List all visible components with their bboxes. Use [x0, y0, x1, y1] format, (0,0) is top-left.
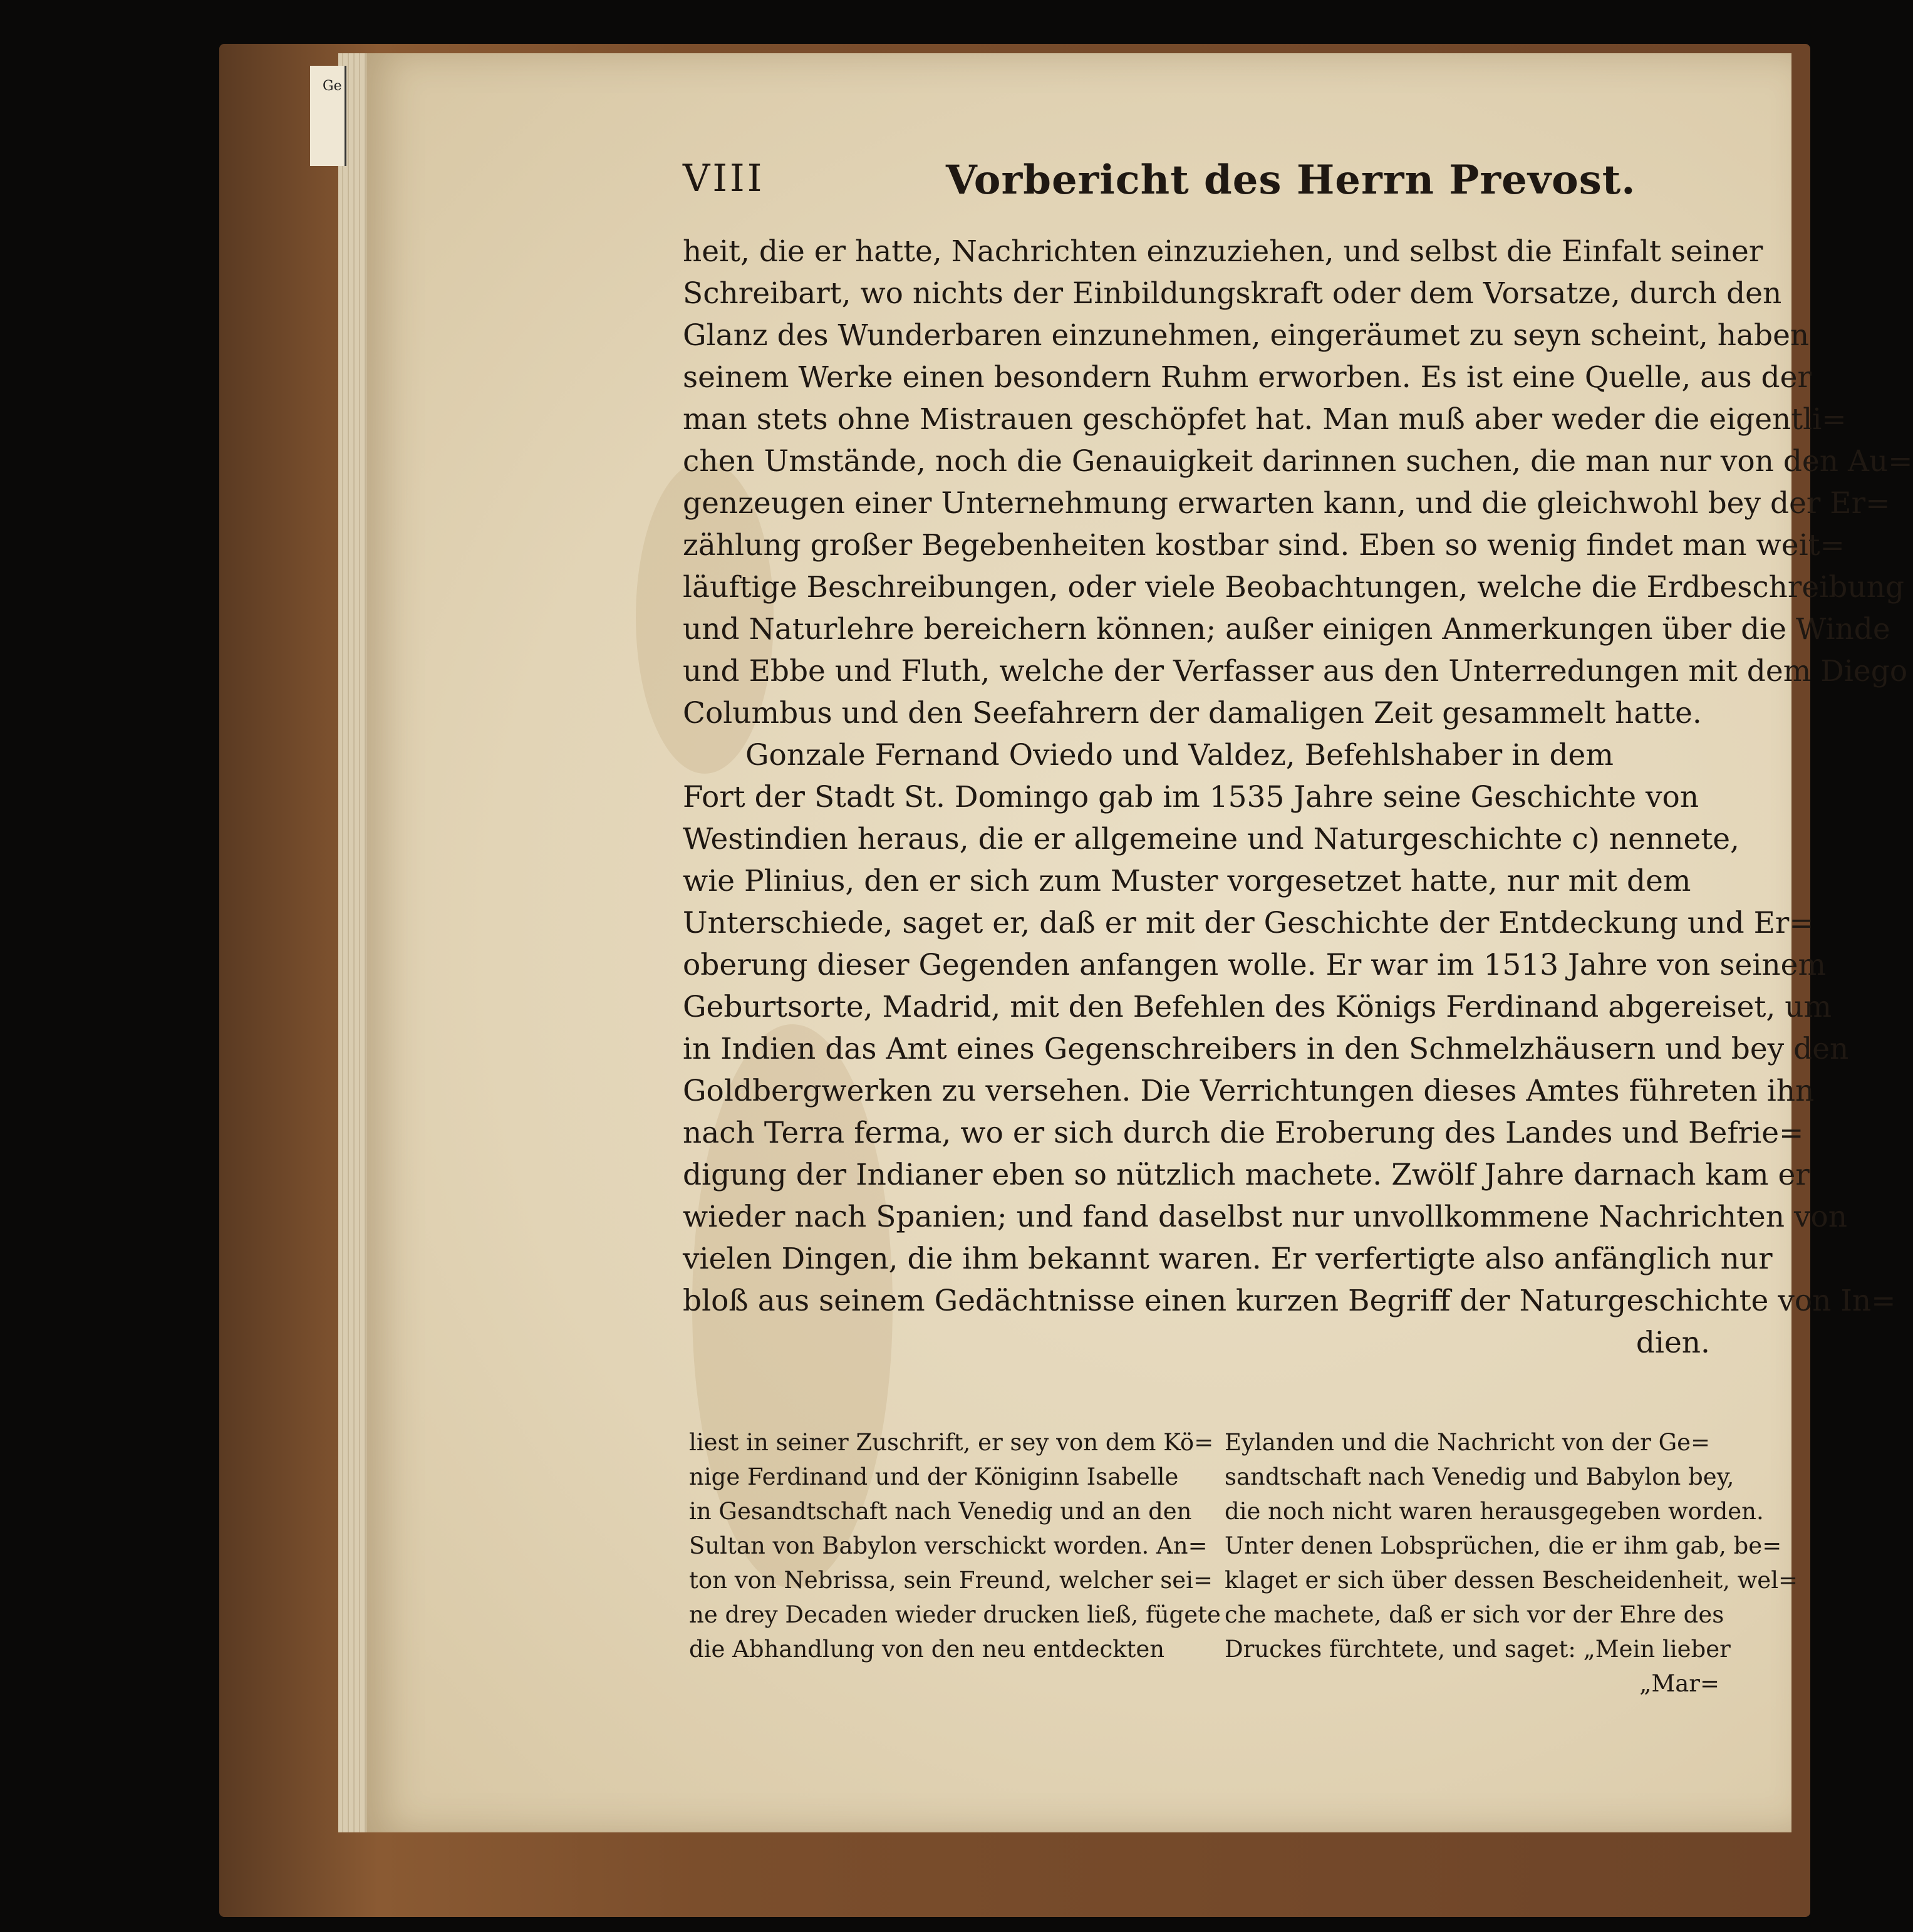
footnote-line: ton von Nebrissa, sein Freund, welcher sei= — [689, 1567, 1213, 1594]
catchword-line: dien. — [1636, 1326, 1710, 1360]
text-line: nach Terra ferma, wo er sich durch die Eroberung des Landes und Befrie= — [683, 1116, 1804, 1150]
footnote-line: Druckes fürchtete, und saget: „Mein lieber — [1225, 1636, 1731, 1663]
text-line: Goldbergwerken zu versehen. Die Verrichtungen dieses Amtes führeten ihn — [683, 1074, 1815, 1108]
running-title: Vorbericht des Herrn Prevost. — [946, 157, 1636, 204]
text-line: wie Plinius, den er sich zum Muster vorgesetzet hatte, nur mit dem — [683, 864, 1691, 898]
text-line: genzeugen einer Unternehmung erwarten kann, und die gleichwohl bey der Er= — [683, 486, 1890, 521]
text-line: chen Umstände, noch die Genauigkeit darinnen suchen, die man nur von den Au= — [683, 444, 1913, 479]
text-line: Schreibart, wo nichts der Einbildungskraft oder dem Vorsatze, durch den — [683, 276, 1782, 311]
text-line: digung der Indianer eben so nützlich machete. Zwölf Jahre darnach kam er — [683, 1158, 1810, 1192]
text-line: Westindien heraus, die er allgemeine und Naturgeschichte c) nennete, — [683, 822, 1739, 856]
footnote-line: Sultan von Babylon verschickt worden. An= — [689, 1532, 1208, 1559]
bookmark-tab-label: Ge — [323, 78, 342, 94]
text-line: Fort der Stadt St. Domingo gab im 1535 Jahre seine Geschichte von — [683, 780, 1699, 814]
catchword-line: „Mar= — [1639, 1670, 1719, 1697]
text-line: wieder nach Spanien; und fand daselbst nur unvollkommene Nachrichten von — [683, 1200, 1848, 1234]
paragraph-start-line: Gonzale Fernand Oviedo und Valdez, Befehlshaber in dem — [745, 738, 1614, 772]
text-line: Geburtsorte, Madrid, mit den Befehlen des Königs Ferdinand abgereiset, um — [683, 990, 1832, 1024]
text-line: bloß aus seinem Gedächtnisse einen kurzen Begriff der Naturgeschichte von In= — [683, 1284, 1896, 1318]
footnote-line: klaget er sich über dessen Bescheidenheit, wel= — [1225, 1567, 1798, 1594]
footnote-line: Unter denen Lobsprüchen, die er ihm gab, be= — [1225, 1532, 1782, 1559]
page-number: VIII — [683, 157, 765, 200]
text-line: seinem Werke einen besondern Ruhm erworben. Es ist eine Quelle, aus der — [683, 360, 1812, 395]
text-line: Glanz des Wunderbaren einzunehmen, eingeräumet zu seyn scheint, haben — [683, 318, 1810, 353]
footnote-line: sandtschaft nach Venedig und Babylon bey, — [1225, 1463, 1734, 1490]
text-line: zählung großer Begebenheiten kostbar sind. Eben so wenig findet man weit= — [683, 528, 1845, 563]
page-header — [683, 157, 1710, 213]
text-line: läuftige Beschreibungen, oder viele Beobachtungen, welche die Erdbeschreibung — [683, 570, 1904, 605]
footnote-line: die Abhandlung von den neu entdeckten — [689, 1636, 1165, 1663]
text-line: vielen Dingen, die ihm bekannt waren. Er verfertigte also anfänglich nur — [683, 1242, 1773, 1276]
text-line: in Indien das Amt eines Gegenschreibers in den Schmelzhäusern und bey den — [683, 1032, 1849, 1066]
footnote-line: ne drey Decaden wieder drucken ließ, fügete — [689, 1601, 1221, 1628]
page-edges — [338, 53, 370, 1832]
text-line: man stets ohne Mistrauen geschöpfet hat. Man muß aber weder die eigentli= — [683, 402, 1847, 437]
text-line: oberung dieser Gegenden anfangen wolle. Er war im 1513 Jahre von seinem — [683, 948, 1827, 982]
body-text — [683, 231, 1913, 1364]
footnote-line: nige Ferdinand und der Königinn Isabelle — [689, 1463, 1179, 1490]
footnote-line: liest in seiner Zuschrift, er sey von dem Kö= — [689, 1429, 1214, 1456]
footnote-left-column — [689, 1425, 1221, 1666]
text-line: Unterschiede, saget er, daß er mit der Geschichte der Entdeckung und Er= — [683, 906, 1814, 940]
footnote-line: che machete, daß er sich vor der Ehre des — [1225, 1601, 1724, 1628]
footnote-line: Eylanden und die Nachricht von der Ge= — [1225, 1429, 1711, 1456]
text-line: heit, die er hatte, Nachrichten einzuziehen, und selbst die Einfalt seiner — [683, 234, 1763, 269]
footnote-right-column — [1225, 1425, 1798, 1701]
footnote-line: die noch nicht waren herausgegeben worden. — [1225, 1498, 1764, 1525]
text-line: und Ebbe und Fluth, welche der Verfasser aus den Unterredungen mit dem Diego — [683, 654, 1908, 688]
bookmark-tab — [310, 66, 346, 166]
text-line: und Naturlehre bereichern können; außer einigen Anmerkungen über die Winde — [683, 612, 1890, 647]
text-line: Columbus und den Seefahrern der damaligen Zeit gesammelt hatte. — [683, 696, 1702, 730]
footnote-line: in Gesandtschaft nach Venedig und an den — [689, 1498, 1192, 1525]
